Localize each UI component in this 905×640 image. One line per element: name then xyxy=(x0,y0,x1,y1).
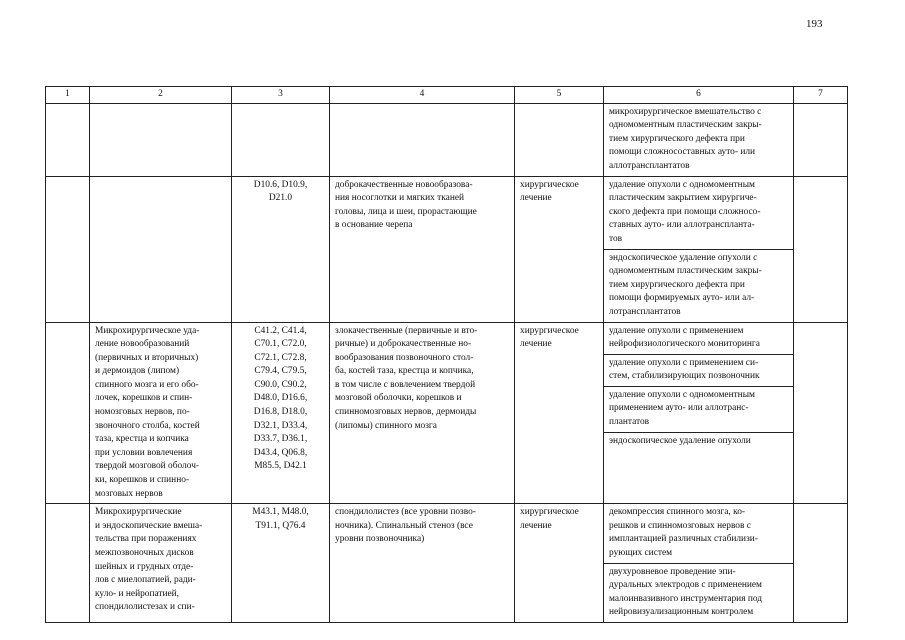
column-header: 6 xyxy=(604,87,794,104)
row-number-cell xyxy=(46,504,90,623)
method-item: микрохирургическое вмешательство с одномоментным пластическим закры- тием хирургического дефекта при помощи сложносоставных ауто- или аллотрансплантатов xyxy=(609,106,762,171)
column-header: 1 xyxy=(46,87,90,104)
extra-cell xyxy=(794,504,848,623)
procedure-group-cell: Микрохирургические и эндоскопические вмеша- тельства при поражениях межпозвоночных дисков шейных и грудных отде- лов с миелопатией, ради- куло- и нейропатией, спондилолистезах и спи- xyxy=(90,504,232,623)
diagnosis-cell: злокачественные (первичные и вто- ричные) и доброкачественные но- вообразования позвоночного стол- ба, костей таза, крестца и копчика, в том числе с вовлечением твердой мозговой оболочки, корешков и спинномозговых нервов, дермоиды (липомы) спинного мозга xyxy=(330,322,515,504)
method-item: удаление опухоли с одномоментным пластическим закрытием хирургиче- ского дефекта при помощи сложносо- ставных ауто- или аллотранспланта- тов xyxy=(604,177,793,250)
treatment-type-cell: хирургическое лечение xyxy=(515,176,604,322)
table-row xyxy=(46,322,848,504)
extra-cell xyxy=(794,322,848,504)
procedure-group-cell xyxy=(90,176,232,322)
column-header: 5 xyxy=(515,87,604,104)
treatment-type-cell: хирургическое лечение xyxy=(515,322,604,504)
icd-codes-cell: M43.1, M48.0, T91.1, Q76.4 xyxy=(232,504,330,623)
procedures-table xyxy=(45,86,848,623)
table-row xyxy=(46,504,848,623)
icd-codes-cell: D10.6, D10.9, D21.0 xyxy=(232,176,330,322)
method-item: удаление опухоли с применением си- стем, стабилизирующих позвоночник xyxy=(604,355,793,387)
method-item: декомпрессия спинного мозга, ко- решков и спинномозговых нервов с имплантацией различных стабилизи- рующих систем xyxy=(604,504,793,563)
row-number-cell xyxy=(46,103,90,176)
diagnosis-cell: доброкачественные новообразова- ния носоглотки и мягких тканей головы, лица и шеи, прорастающие в основание черепа xyxy=(330,176,515,322)
icd-codes-cell: C41.2, C41.4, C70.1, C72.0, C72.1, C72.8, C79.4, C79.5, C90.0, C90.2, D48.0, D16.6, D16.8, D18.0, D32.1, D33.4, D33.7, D36.1, D43.4, Q06.8, M85.5, D42.1 xyxy=(232,322,330,504)
procedure-group-cell: Микрохирургическое уда- ление новообразований (первичных и вторичных) и дермоидов (липом) спинного мозга и его обо- лочек, корешков и спин- номозговых нервов, по- звоночного столба, костей таза, крестца и копчика при условии вовлечения твердой мозговой оболоч- ки, корешков и спинно- мозговых нервов xyxy=(90,322,232,504)
extra-cell xyxy=(794,103,848,176)
column-header: 2 xyxy=(90,87,232,104)
row-number-cell xyxy=(46,322,90,504)
icd-codes-cell xyxy=(232,103,330,176)
table-row xyxy=(46,103,848,176)
column-header: 4 xyxy=(330,87,515,104)
column-number-row xyxy=(46,87,848,104)
method-item: удаление опухоли с применением нейрофизиологического мониторинга xyxy=(604,323,793,355)
methods-cell xyxy=(604,322,794,504)
methods-cell xyxy=(604,504,794,623)
extra-cell xyxy=(794,176,848,322)
procedure-group-cell xyxy=(90,103,232,176)
page-number: 193 xyxy=(806,18,823,30)
diagnosis-cell: спондилолистез (все уровни позво- ночника). Спинальный стеноз (все уровни позвоночника) xyxy=(330,504,515,623)
diagnosis-cell xyxy=(330,103,515,176)
methods-cell xyxy=(604,103,794,176)
method-item: удаление опухоли с одномоментным применением ауто- или аллотранс- плантатов xyxy=(604,387,793,433)
treatment-type-cell: хирургическое лечение xyxy=(515,504,604,623)
column-header: 7 xyxy=(794,87,848,104)
methods-cell xyxy=(604,176,794,322)
column-header: 3 xyxy=(232,87,330,104)
method-item: двухуровневое проведение эпи- дуральных электродов с применением малоинвазивного инструментария под нейровизуализационным контролем xyxy=(609,566,763,618)
method-item: эндоскопическое удаление опухоли xyxy=(609,435,751,446)
row-number-cell xyxy=(46,176,90,322)
method-item: эндоскопическое удаление опухоли с одномоментным пластическим закры- тием хирургического дефекта при помощи формируемых ауто- или ал- лотрансплантатов xyxy=(609,252,762,317)
table-row xyxy=(46,176,848,322)
treatment-type-cell xyxy=(515,103,604,176)
